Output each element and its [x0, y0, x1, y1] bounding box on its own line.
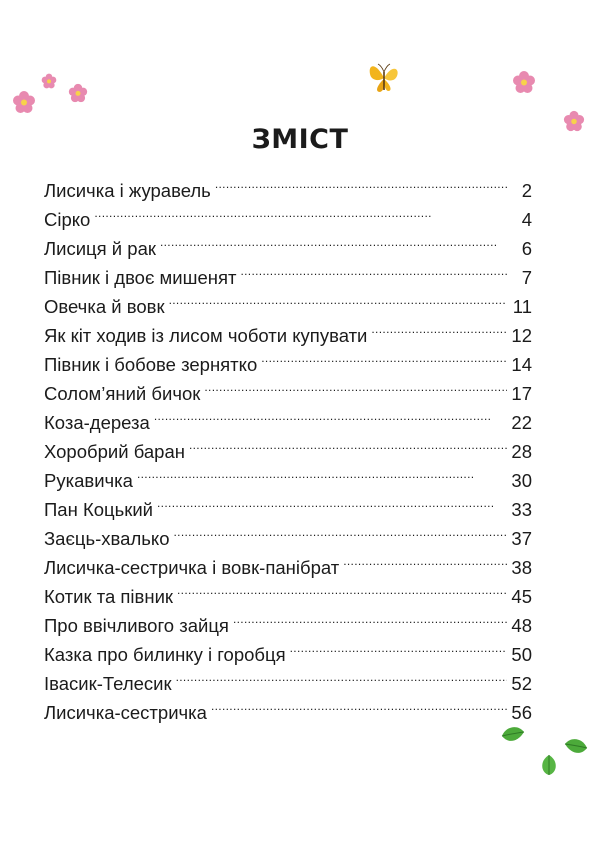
toc-entry-title: Хоробрий баран [44, 441, 185, 462]
dot-leader [204, 371, 507, 400]
toc-entry-page: 4 [521, 209, 532, 230]
toc-entry-page: 52 [511, 673, 532, 694]
toc-entry-title: Солом’яний бичок [44, 383, 201, 404]
dot-leader [154, 400, 507, 429]
toc-entry-title: Лисичка і журавель [44, 180, 211, 201]
toc-entry[interactable] [44, 226, 532, 259]
toc-entry-page: 17 [511, 383, 532, 404]
dot-leader [189, 429, 507, 458]
toc-entry-title: Про ввічливого зайця [44, 615, 229, 636]
toc-entry-title: Півник і двоє мишенят [44, 267, 237, 288]
toc-entry-page: 11 [512, 296, 532, 317]
dot-leader [233, 603, 507, 632]
dot-leader [343, 545, 507, 574]
toc-entry-title: Як кіт ходив із лисом чоботи купувати [44, 325, 368, 346]
dot-leader [215, 168, 507, 197]
toc-entry-title: Рукавичка [44, 470, 133, 491]
dot-leader [169, 284, 507, 313]
toc-entry-title: Заєць-хвалько [44, 528, 170, 549]
flower-icon [512, 70, 536, 94]
toc-entry-page: 48 [511, 615, 532, 636]
toc-entry-title: Котик та півник [44, 586, 173, 607]
table-of-contents [44, 168, 532, 723]
toc-entry-title: Овечка й вовк [44, 296, 165, 317]
flower-icon [41, 73, 57, 89]
flower-icon [68, 83, 88, 103]
dot-leader [94, 197, 507, 226]
toc-entry-title: Івасик-Телесик [44, 673, 172, 694]
toc-entry-page: 33 [511, 499, 532, 520]
leaf-icon [562, 736, 590, 758]
toc-entry-page: 14 [511, 354, 532, 375]
toc-entry-page: 7 [521, 267, 532, 288]
flower-icon [12, 90, 36, 114]
dot-leader [157, 487, 507, 516]
dot-leader [177, 574, 507, 603]
toc-entry-title: Пан Коцький [44, 499, 154, 520]
toc-entry-title: Казка про билинку і горобця [44, 644, 286, 665]
toc-entry-page: 6 [521, 238, 532, 259]
toc-entry-page: 56 [511, 702, 532, 723]
dot-leader [173, 516, 507, 545]
butterfly-icon [366, 58, 402, 96]
toc-entry[interactable] [44, 197, 532, 230]
leaf-icon [537, 753, 561, 777]
dot-leader [371, 313, 507, 342]
dot-leader [160, 226, 507, 255]
toc-entry-page: 22 [511, 412, 532, 433]
toc-entry-title: Сірко [44, 209, 91, 230]
toc-entry-page: 2 [521, 180, 532, 201]
dot-leader [240, 255, 507, 284]
toc-entry-page: 12 [511, 325, 532, 346]
toc-entry-page: 30 [511, 470, 532, 491]
toc-entry-page: 28 [511, 441, 532, 462]
leaf-icon [500, 724, 526, 746]
toc-entry-title: Лисичка-сестричка і вовк-панібрат [44, 557, 340, 578]
dot-leader [211, 690, 507, 719]
toc-entry-page: 50 [511, 644, 532, 665]
dot-leader [290, 632, 507, 661]
toc-entry-page: 38 [511, 557, 532, 578]
toc-entry-title: Коза-дереза [44, 412, 150, 433]
toc-entry-page: 45 [511, 586, 532, 607]
toc-entry-title: Лисичка-сестричка [44, 702, 207, 723]
toc-entry-title: Півник і бобове зернятко [44, 354, 258, 375]
dot-leader [137, 458, 507, 487]
dot-leader [176, 661, 507, 690]
page-title: ЗМІСТ [251, 124, 349, 155]
toc-entry-page: 37 [511, 528, 532, 549]
dot-leader [261, 342, 507, 371]
toc-entry[interactable] [44, 168, 532, 201]
toc-entry-title: Лисиця й рак [44, 238, 156, 259]
